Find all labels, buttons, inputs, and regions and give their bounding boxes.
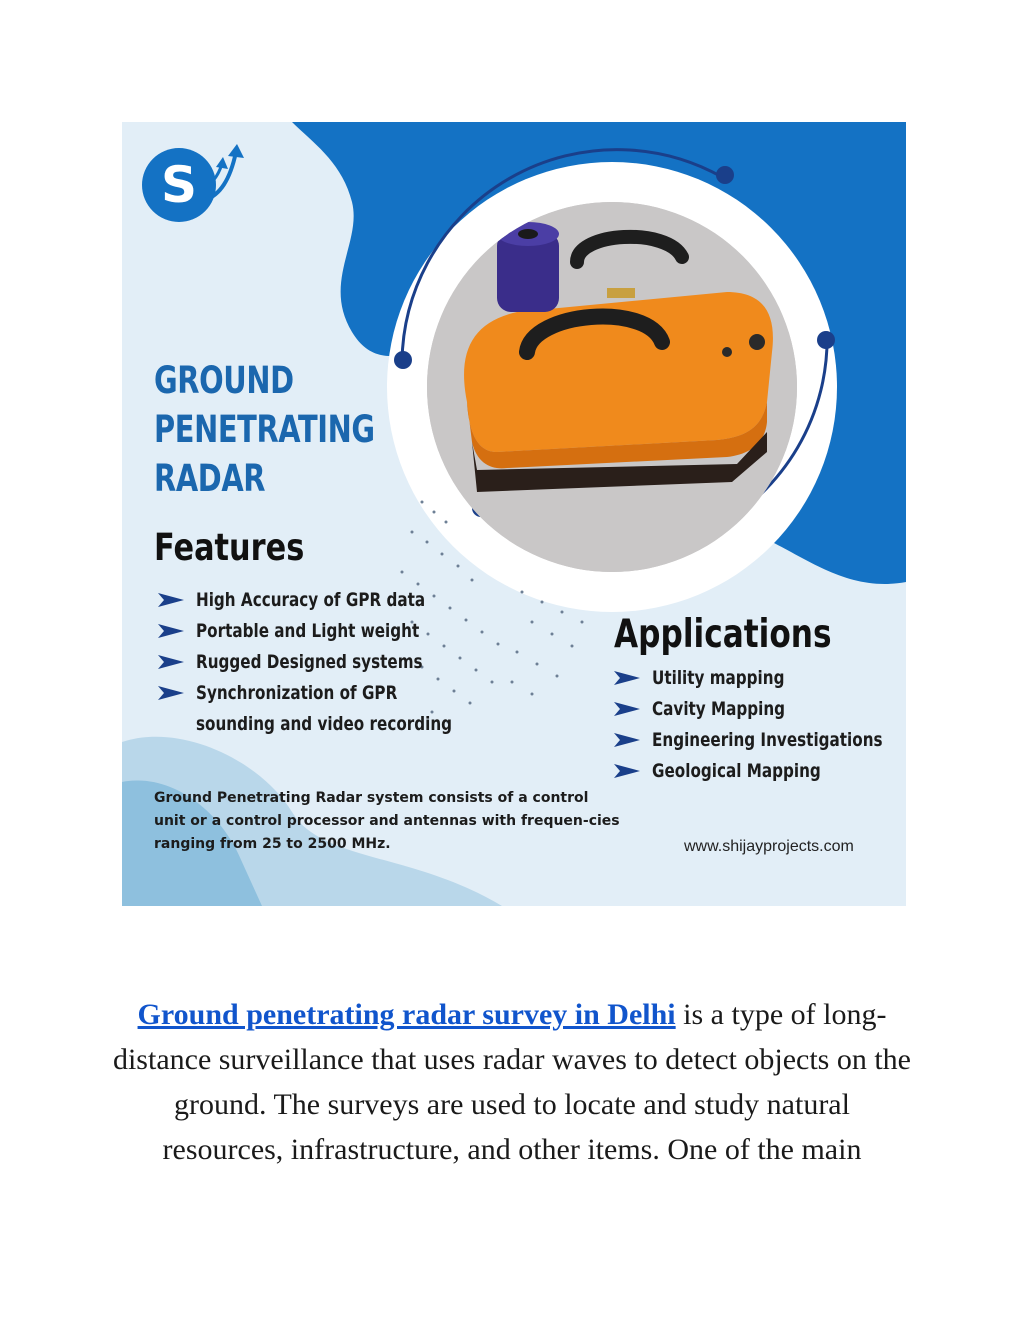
feature-item: Synchronization of GPR bbox=[158, 678, 516, 709]
product-title bbox=[154, 356, 375, 503]
arrow-bullet-icon bbox=[158, 686, 184, 700]
arrow-bullet-icon bbox=[614, 702, 640, 716]
body-paragraph bbox=[110, 992, 914, 1172]
application-item: Geological Mapping bbox=[614, 756, 906, 787]
gpr-device-photo bbox=[427, 202, 797, 572]
application-item: Engineering Investigations bbox=[614, 725, 906, 756]
arrow-bullet-icon bbox=[158, 624, 184, 638]
paragraph-text: is a type of long-distance surveillance that uses radar waves to detect objects on the ground. The surveys are used to locate and study natural resources, infrastructure, and other items. One of the main bbox=[112, 998, 912, 1166]
application-item: Utility mapping bbox=[614, 663, 906, 694]
arrow-bullet-icon bbox=[614, 671, 640, 685]
feature-item: High Accuracy of GPR data bbox=[158, 585, 516, 616]
survey-link[interactable]: Ground penetrating radar survey in Delhi bbox=[137, 998, 676, 1031]
application-item: Cavity Mapping bbox=[614, 694, 906, 725]
gpr-device-image bbox=[427, 202, 797, 572]
arrow-bullet-icon bbox=[158, 593, 184, 607]
arrow-bullet-icon bbox=[158, 655, 184, 669]
features-list bbox=[158, 585, 516, 740]
product-banner bbox=[122, 122, 906, 906]
logo-letter: S bbox=[160, 156, 197, 214]
arrow-bullet-icon bbox=[614, 733, 640, 747]
title-line-3: RADAR bbox=[154, 457, 266, 500]
title-line-1: GROUND bbox=[154, 359, 294, 402]
features-heading: Features bbox=[154, 526, 305, 569]
feature-item: Portable and Light weight bbox=[158, 616, 516, 647]
applications-list bbox=[614, 663, 906, 787]
logo-arrow-icon bbox=[200, 140, 250, 210]
website-url: www.shijayprojects.com bbox=[684, 838, 854, 855]
applications-heading: Applications bbox=[614, 612, 832, 657]
system-description: Ground Penetrating Radar system consists of a control unit or a control processor and antennas with frequen-cies ranging from 25 to 2500 MHz. bbox=[154, 790, 620, 852]
arrow-bullet-icon bbox=[614, 764, 640, 778]
feature-item-continuation: sounding and video recording bbox=[196, 713, 453, 735]
feature-item: Rugged Designed systems bbox=[158, 647, 516, 678]
title-line-2: PENETRATING bbox=[154, 408, 375, 451]
